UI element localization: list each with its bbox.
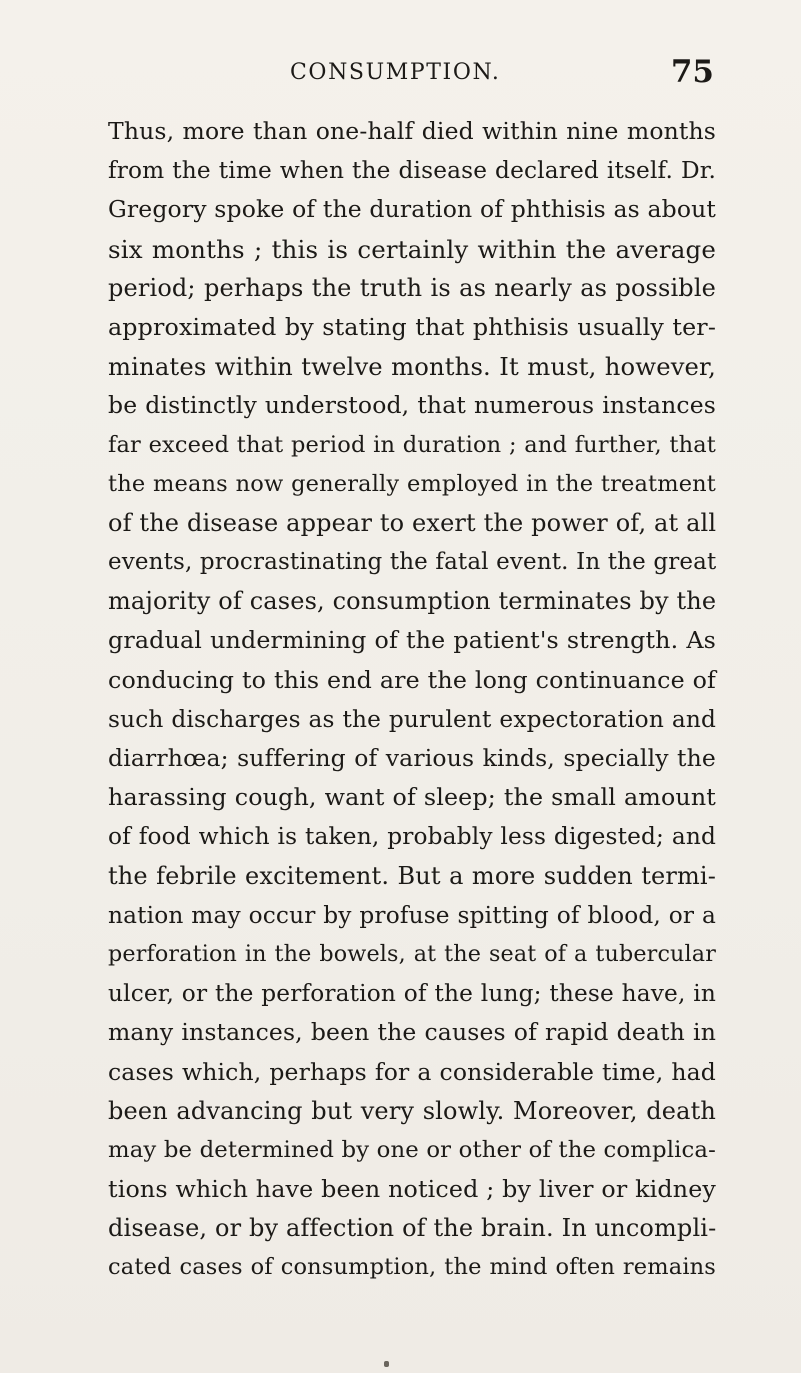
text-line: may be determined by one or other of the complica- (108, 1136, 716, 1163)
text-line: of food which is taken, probably less digested; and (108, 823, 716, 851)
text-line: far exceed that period in duration ; and further, that (108, 431, 716, 458)
page-number: 75 (670, 54, 714, 90)
ink-speck (384, 1361, 389, 1367)
text-line: been advancing but very slowly. Moreover, death (108, 1096, 716, 1125)
text-line: approximated by stating that phthisis usually ter- (108, 312, 716, 341)
text-line: period; perhaps the truth is as nearly as possible (108, 273, 716, 302)
text-line: conducing to this end are the long continuance of (108, 665, 716, 694)
text-line: from the time when the disease declared itself. Dr. (108, 157, 716, 185)
text-line: majority of cases, consumption terminates by the (108, 587, 717, 616)
text-line: the febrile excitement. But a more sudden termi- (108, 861, 716, 890)
text-line: Gregory spoke of the duration of phthisis as about (108, 195, 716, 224)
text-line: perforation in the bowels, at the seat of a tubercular (108, 940, 716, 967)
text-line: diarrhœa; suffering of various kinds, specially the (108, 744, 716, 772)
text-line: many instances, been the causes of rapid death in (108, 1018, 716, 1047)
text-line: six months ; this is certainly within the average (108, 234, 716, 264)
text-line: nation may occur by profuse spitting of blood, or a (108, 901, 716, 929)
text-line: gradual undermining of the patient's strength. As (108, 626, 716, 655)
text-line: harassing cough, want of sleep; the small amount (108, 783, 716, 812)
text-line: Thus, more than one-half died within nine months (108, 117, 716, 145)
text-line: the means now generally employed in the treatment (108, 470, 716, 497)
text-line: disease, or by affection of the brain. In uncompli- (108, 1214, 717, 1243)
text-line: tions which have been noticed ; by liver or kidney (108, 1175, 716, 1204)
text-line: cated cases of consumption, the mind often remains (108, 1254, 716, 1281)
body-paragraph (108, 112, 716, 1288)
running-head (108, 54, 714, 98)
text-line: be distinctly understood, that numerous instances (108, 391, 716, 420)
running-title: CONSUMPTION. (290, 60, 501, 85)
text-line: ulcer, or the perforation of the lung; these have, in (108, 980, 716, 1008)
text-line: cases which, perhaps for a considerable time, had (108, 1057, 716, 1086)
text-line: minates within twelve months. It must, however, (108, 352, 716, 382)
text-line: of the disease appear to exert the power of, at all (108, 508, 717, 537)
text-line: such discharges as the purulent expectoration and (108, 705, 716, 733)
text-line: events, procrastinating the fatal event. In the great (108, 549, 717, 576)
